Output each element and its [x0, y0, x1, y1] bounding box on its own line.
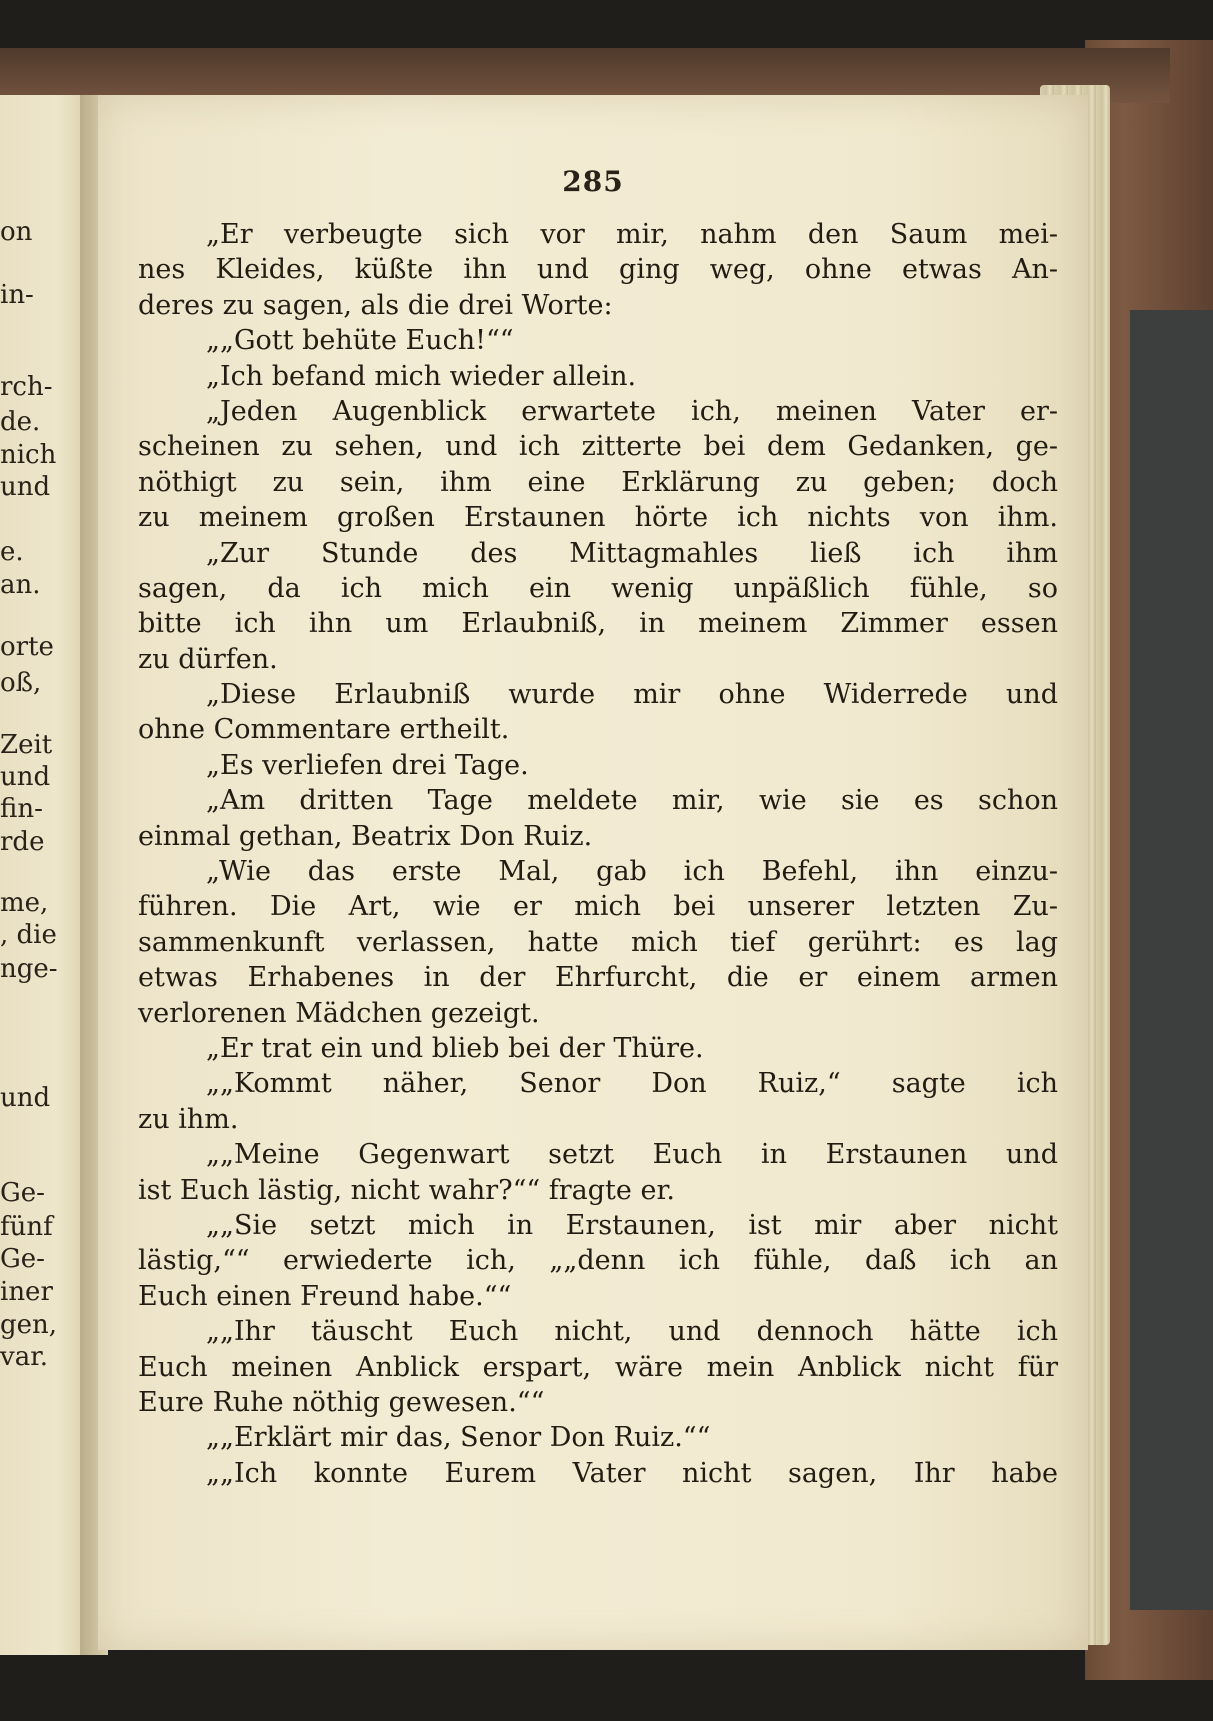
left-page-fragment: gen, — [0, 1310, 58, 1340]
left-page-fragment: fin- — [0, 794, 43, 824]
text-line: führen. Die Art, wie er mich bei unserer letzten Zu- — [138, 891, 1058, 923]
text-line: „Er trat ein und blieb bei der Thüre. — [206, 1032, 704, 1064]
text-line: lästig,““ erwiederte ich, „„denn ich fühle, daß ich an — [138, 1245, 1058, 1277]
text-line: „Ich befand mich wieder allein. — [206, 360, 637, 392]
text-line: „„Meine Gegenwart setzt Euch in Erstaunen und — [206, 1139, 1058, 1171]
text-line: ohne Commentare ertheilt. — [138, 714, 510, 746]
text-line: Eure Ruhe nöthig gewesen.““ — [138, 1386, 545, 1418]
text-line: „Diese Erlaubniß wurde mir ohne Widerrede und — [206, 679, 1058, 711]
text-line: „Zur Stunde des Mittagmahles ließ ich ihm — [206, 537, 1058, 569]
left-page-fragment: an. — [0, 570, 41, 600]
text-line: „„Erklärt mir das, Senor Don Ruiz.““ — [206, 1422, 711, 1454]
left-page-fragment: rch- — [0, 372, 53, 402]
left-page-fragment: und — [0, 472, 51, 502]
right-page — [98, 95, 1088, 1650]
text-line: nöthigt zu sein, ihm eine Erklärung zu geben; doch — [138, 466, 1058, 498]
text-line: „Er verbeugte sich vor mir, nahm den Saum mei- — [206, 219, 1058, 250]
text-line: zu dürfen. — [138, 643, 278, 675]
page-number: 285 — [562, 165, 624, 198]
text-line: deres zu sagen, als die drei Worte: — [138, 289, 613, 321]
text-line: „„Sie setzt mich in Erstaunen, ist mir aber nicht — [206, 1209, 1058, 1241]
text-line: sagen, da ich mich ein wenig unpäßlich fühle, so — [138, 572, 1058, 604]
text-line: ist Euch lästig, nicht wahr?““ fragte er. — [138, 1174, 675, 1206]
text-line: zu meinem großen Erstaunen hörte ich nichts von ihm. — [138, 502, 1058, 534]
text-line: „„Gott behüte Euch!““ — [206, 325, 514, 357]
left-page-fragment: iner — [0, 1277, 53, 1307]
book-cover-cloth — [1130, 310, 1213, 1610]
text-line: „„Kommt näher, Senor Don Ruiz,“ sagte ich — [206, 1068, 1058, 1100]
left-page-fragment: und — [0, 762, 51, 792]
text-line: „„Ich konnte Eurem Vater nicht sagen, Ihr habe — [206, 1457, 1058, 1489]
text-line: zu ihm. — [138, 1103, 239, 1135]
text-line: „Es verliefen drei Tage. — [206, 749, 529, 781]
left-page-fragment: Ge- — [0, 1244, 45, 1274]
left-page-fragment: de. — [0, 407, 41, 437]
left-page-fragment: rde — [0, 827, 45, 857]
text-line: scheinen zu sehen, und ich zitterte bei dem Gedanken, ge- — [138, 431, 1058, 463]
left-page-fragment: in- — [0, 280, 34, 310]
left-page-fragment: orte — [0, 632, 54, 662]
left-page-fragment: , die — [0, 920, 57, 950]
text-line: Euch einen Freund habe.““ — [138, 1280, 512, 1312]
left-page-fragment: und — [0, 1083, 51, 1113]
text-line: bitte ich ihn um Erlaubniß, in meinem Zimmer essen — [138, 608, 1058, 640]
text-line: „Wie das erste Mal, gab ich Befehl, ihn einzu- — [206, 856, 1058, 888]
left-page-fragment: var. — [0, 1342, 49, 1372]
text-line: verlorenen Mädchen gezeigt. — [138, 997, 540, 1029]
left-page-fragment: e. — [0, 537, 24, 567]
left-page-fragment: fünf — [0, 1212, 53, 1242]
page-text — [138, 217, 1058, 1491]
text-line: „Jeden Augenblick erwartete ich, meinen Vater er- — [206, 395, 1058, 427]
left-page-fragment: me, — [0, 888, 49, 918]
text-line: sammenkunft verlassen, hatte mich tief gerührt: es lag — [138, 926, 1058, 958]
text-line: etwas Erhabenes in der Ehrfurcht, die er einem armen — [138, 962, 1058, 994]
left-page-fragment: on — [0, 217, 33, 247]
left-page-fragment: Ge- — [0, 1178, 45, 1208]
text-line: nes Kleides, küßte ihn und ging weg, ohne etwas An- — [138, 254, 1058, 286]
text-line: „„Ihr täuscht Euch nicht, und dennoch hätte ich — [206, 1316, 1058, 1348]
text-line: einmal gethan, Beatrix Don Ruiz. — [138, 820, 593, 852]
text-line: Euch meinen Anblick erspart, wäre mein Anblick nicht für — [138, 1351, 1058, 1383]
left-page-fragment: nich — [0, 440, 57, 470]
text-line: „Am dritten Tage meldete mir, wie sie es schon — [206, 785, 1058, 817]
left-page-fragment: oß, — [0, 668, 42, 698]
left-page-fragment: Zeit — [0, 730, 53, 760]
left-page-fragment: nge- — [0, 954, 58, 984]
